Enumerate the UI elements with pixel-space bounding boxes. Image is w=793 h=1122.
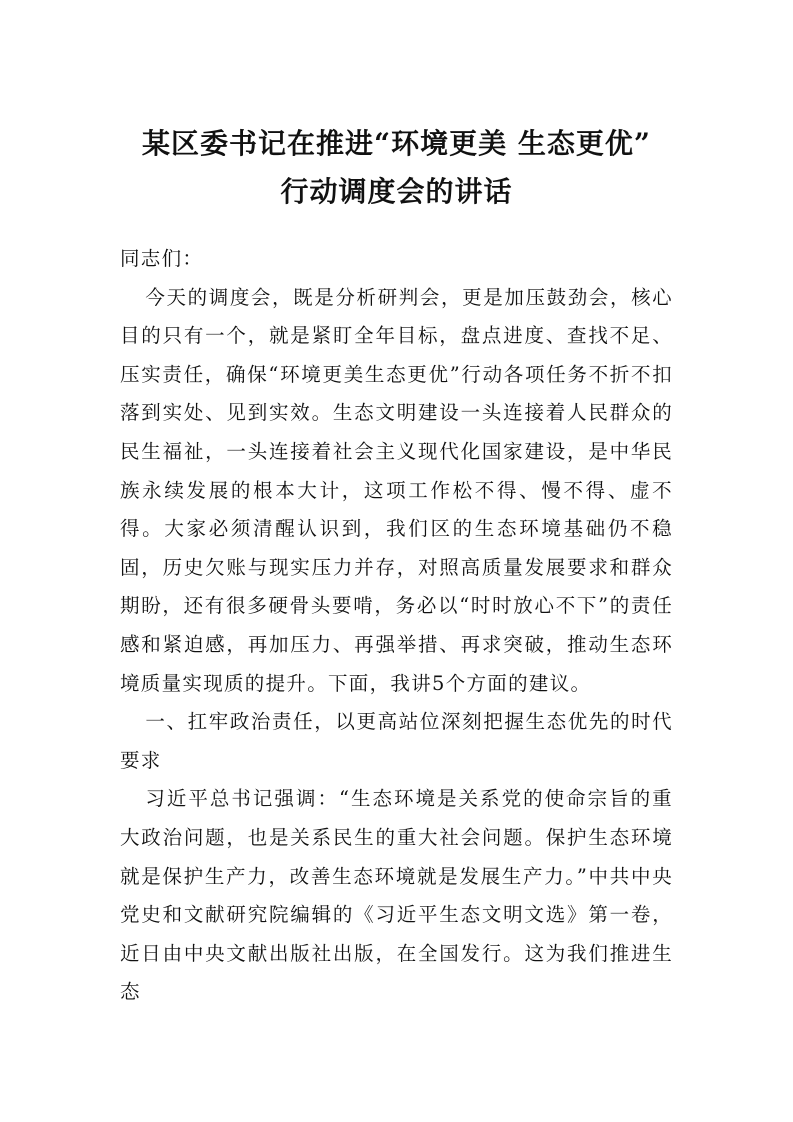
salutation: 同志们： xyxy=(120,247,204,270)
document-body xyxy=(120,240,673,1012)
paragraph-section-1: 习近平总书记强调：“生态环境是关系党的使命宗旨的重大政治问题，也是关系民生的重大社会问题。保护生态环境就是保护生产力，改善生态环境就是发展生产力。”中共中央党史和文献研究院编辑的《习近平生态文明文选》第一卷，近日由中央文献出版社出版，在全国发行。这为我们推进生态 xyxy=(120,787,673,1004)
document-title-line-2: 行动调度会的讲话 xyxy=(280,175,513,208)
section-heading-1: 一、扛牢政治责任，以更高站位深刻把握生态优先的时代要求 xyxy=(120,710,673,772)
document-title-line-1: 某区委书记在推进“环境更美 生态更优” xyxy=(142,127,651,160)
paragraph-intro: 今天的调度会，既是分析研判会，更是加压鼓劲会，核心目的只有一个，就是紧盯全年目标，盘点进度、查找不足、压实责任，确保“环境更美生态更优”行动各项任务不折不扣落到实处、见到实效。生态文明建设一头连接着人民群众的民生福祉，一头连接着社会主义现代化国家建设，是中华民族永续发展的根本大计，这项工作松不得、慢不得、虚不得。大家必须清醒认识到，我们区的生态环境基础仍不稳固，历史欠账与现实压力并存，对照高质量发展要求和群众期盼，还有很多硬骨头要啃，务必以“时时放心不下”的责任感和紧迫感，再加压力、再强举措、再求突破，推动生态环境质量实现质的提升。下面，我讲5个方面的建议。 xyxy=(120,285,673,695)
